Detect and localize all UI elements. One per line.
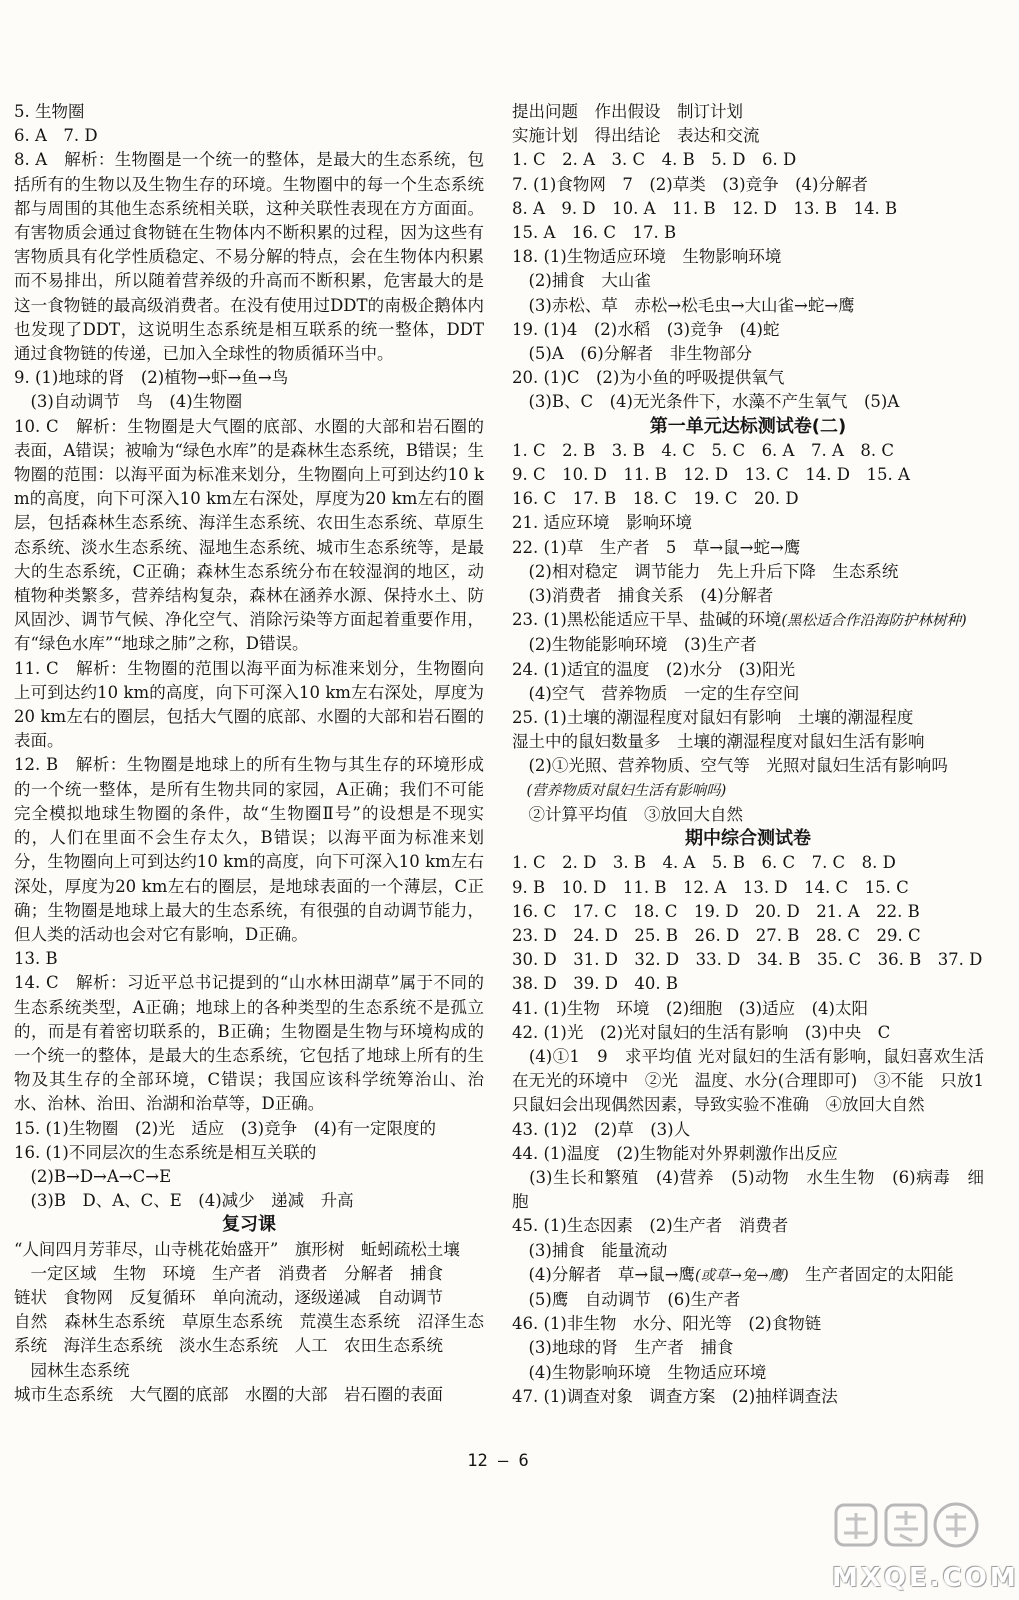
review-line: 链状 食物网 反复循环 单向流动，逐级递减 自动调节 xyxy=(14,1287,443,1307)
answer-line: (2)①光照、营养物质、空气等 光照对鼠妇生活有影响吗 xyxy=(512,756,948,776)
answer-line: 实施计划 得出结论 表达和交流 xyxy=(512,126,760,146)
section-heading-unit-test-2: 第一单元达标测试卷(二) xyxy=(649,415,847,437)
answer-line: 15. (1)生物圈 (2)光 适应 (3)竞争 (4)有一定限度的 xyxy=(14,1118,436,1138)
answer-text: (4)分解者 草→鼠→鹰 xyxy=(512,1264,696,1284)
review-line: 城市生态系统 大气圈的底部 水圈的大部 岩石圈的表面 xyxy=(14,1384,443,1404)
answer-line: (3)自动调节 鸟 (4)生物圈 xyxy=(14,392,243,412)
watermark-logo xyxy=(832,1497,1019,1593)
answer-line: 25. (1)土壤的潮湿程度对鼠妇有影响 土壤的潮湿程度 xyxy=(512,708,914,728)
answer-line: 20. (1)C (2)为小鱼的呼吸提供氧气 xyxy=(512,368,785,388)
answer-line: (2)B→D→A→C→E xyxy=(14,1166,172,1186)
answer-line: 8. A 9. D 10. A 11. B 12. D 13. B 14. B xyxy=(512,198,898,218)
answer-line: (4)空气 营养物质 一定的生存空间 xyxy=(512,683,800,703)
answer-line: (5)鹰 自动调节 (6)生产者 xyxy=(512,1289,741,1309)
answer-line: (3)B D、A、C、E (4)减少 递减 升高 xyxy=(14,1191,354,1211)
answer-line: 21. 适应环境 影响环境 xyxy=(512,513,692,533)
answer-line: 14. C 解析：习近平总书记提到的“山水林田湖草”属于不同的生态系统类型，A正确；地球上的各种类型的生态系统不是孤立的，而是有着密切联系的，B正确；生物圈是生物与环境构成的一个统一的整体，是最大的生态系统，它包括了地球上所有的生物及其生存的全部环境，C错误；我国应该科学统筹治山、治水、治林、治田、治湖和治草等，D正确。 xyxy=(14,973,484,1114)
answer-line: 43. (1)2 (2)草 (3)人 xyxy=(512,1119,691,1139)
answer-text: 生产者固定的太阳能 xyxy=(788,1264,954,1284)
answer-line: (3)赤松、草 赤松→松毛虫→大山雀→蛇→鹰 xyxy=(512,295,855,315)
watermark-text: MXQE.COM xyxy=(832,1563,1019,1593)
answer-line: 46. (1)非生物 水分、阳光等 (2)食物链 xyxy=(512,1314,822,1334)
answer-line: (3)生长和繁殖 (4)营养 (5)动物 水生生物 (6)病毒 细胞 xyxy=(512,1167,984,1212)
answer-line: 6. A 7. D xyxy=(14,126,98,146)
answer-line: 5. 生物圈 xyxy=(14,102,85,121)
left-column xyxy=(14,100,484,1407)
answer-line: 44. (1)温度 (2)生物能对外界刺激作出反应 xyxy=(512,1143,838,1163)
answer-line: (4)①1 9 求平均值 光对鼠妇的生活有影响，鼠妇喜欢生活在无光的环境中 ②光 温度、水分(合理即可) ③不能 只放1只鼠妇会出现偶然因素，导致实验不准确 ④放回大自然 xyxy=(512,1046,984,1115)
answer-line: 1. C 2. A 3. C 4. B 5. D 6. D xyxy=(512,150,797,170)
answer-line: 湿土中的鼠妇数量多 土壤的潮湿程度对鼠妇生活有影响 xyxy=(512,732,925,752)
answer-line: 12. B 解析：生物圈是地球上的所有生物与其生存的环境形成的一个统一整体，是所有生物共同的家园，A正确；我们不可能完全模拟地球生物圈的条件，故“生物圈Ⅱ号”的设想是不现实的，人们在里面不会生存太久，B错误；以海平面为标准来划分，生物圈向上可到达约10 km的高度，向下可深入10 km左右深处，厚度为20 km左右的圈层，是地球表面的一个薄层，C正确；生物圈是地球上最大的生态系统，有很强的自动调节能力，但人类的活动也会对它有影响，D正确。 xyxy=(14,755,484,944)
review-line: 自然 森林生态系统 草原生态系统 荒漠生态系统 沼泽生态系统 海洋生态系统 淡水生态系统 人工 农田生态系统 xyxy=(14,1312,484,1356)
answer-line: 16. C 17. B 18. C 19. C 20. D xyxy=(512,489,799,509)
answer-line xyxy=(512,1263,984,1288)
review-line: 一定区域 生物 环境 生产者 消费者 分解者 捕食 xyxy=(14,1263,443,1283)
answer-line: 42. (1)光 (2)光对鼠妇的生活有影响 (3)中央 C xyxy=(512,1022,891,1042)
answer-line: 18. (1)生物适应环境 生物影响环境 xyxy=(512,247,782,267)
answer-line: 45. (1)生态因素 (2)生产者 消费者 xyxy=(512,1216,789,1236)
answer-line: 15. A 16. C 17. B xyxy=(512,223,677,243)
answer-line: (4)生物影响环境 生物适应环境 xyxy=(512,1362,767,1382)
answer-line: (3)地球的肾 生产者 捕食 xyxy=(512,1338,734,1358)
answer-line: 16. (1)不同层次的生态系统是相互关联的 xyxy=(14,1142,317,1162)
section-heading-review: 复习课 xyxy=(222,1214,276,1236)
answer-text: 23. (1)黑松能适应干旱、盐碱的环境 xyxy=(512,610,782,630)
answer-line: 19. (1)4 (2)水稻 (3)竞争 (4)蛇 xyxy=(512,319,780,339)
answer-line: 10. C 解析：生物圈是大气圈的底部、水圈的大部和岩石圈的表面，A错误；被喻为“绿色水库”的是森林生态系统，B错误；生物圈的范围：以海平面为标准来划分，生物圈向上可到达约10 km的高度，向下可深入10 km左右深处，厚度为20 km左右的圈层，包括森林生态系统、海洋生态系统、农田生态系统、草原生态系统、淡水生态系统、湿地生态系统、城市生态系统等，是最大的生态系统，C正确；森林生态系统分布在较湿润的地区，动植物种类繁多，营养结构复杂，森林在涵养水源、保持水土、防风固沙、调节气候、净化空气、消除污染等方面起着重要作用，有“绿色水库”“地球之肺”之称，D错误。 xyxy=(14,416,484,654)
answer-line: (2)生物能影响环境 (3)生产者 xyxy=(512,635,757,655)
answer-line: 8. A 解析：生物圈是一个统一的整体，是最大的生态系统，包括所有的生物以及生物生存的环境。生物圈中的每一个生态系统都与周围的其他生态系统相关联，这种关联性表现在方方面面。有害物质会通过食物链在生物体内不断积累的过程，因为这些有害物质具有化学性质稳定、不易分解的特点，会在生物体内积累而不易排出，所以随着营养级的升高而不断积累，危害最大的是这一食物链的最高级消费者。在没有使用过DDT的南极企鹅体内也发现了DDT，这说明生态系统是相互联系的统一整体，DDT通过食物链的传递，已加入全球性的物质循环当中。 xyxy=(14,150,484,364)
answer-line: 提出问题 作出假设 制订计划 xyxy=(512,102,743,121)
answer-line: 47. (1)调查对象 调查方案 (2)抽样调查法 xyxy=(512,1386,838,1406)
answer-line: 11. C 解析：生物圈的范围以海平面为标准来划分，生物圈向上可到达约10 km的高度，向下可深入10 km左右深处，厚度为20 km左右的圈层，包括大气圈的底部、水圈的大部和岩石圈的表面。 xyxy=(14,658,484,751)
page-number: 12 — 6 xyxy=(467,1451,529,1471)
watermark-seal-icon xyxy=(832,1497,982,1567)
answer-line: 22. (1)草 生产者 5 草→鼠→蛇→鹰 xyxy=(512,537,801,557)
handwritten-note: (或草→兔→鹰) xyxy=(695,1267,789,1284)
answer-line: 38. D 39. D 40. B xyxy=(512,974,679,994)
handwritten-note: (黑松适合作沿海防护林树种) xyxy=(781,613,967,630)
answer-line: 16. C 17. C 18. C 19. D 20. D 21. A 22. B xyxy=(512,901,920,921)
review-line: “人间四月芳菲尽，山寺桃花始盛开” 旗形树 蚯蚓疏松土壤 xyxy=(14,1239,460,1259)
answer-line: (5)A (6)分解者 非生物部分 xyxy=(512,344,753,364)
answer-line: 9. (1)地球的肾 (2)植物→虾→鱼→鸟 xyxy=(14,368,289,388)
right-column xyxy=(512,100,984,1409)
answer-line: (3)B、C (4)无光条件下，水藻不产生氧气 (5)A xyxy=(512,392,900,412)
answer-line: 13. B xyxy=(14,949,58,969)
answer-line: (3)消费者 捕食关系 (4)分解者 xyxy=(512,586,774,606)
review-line: 园林生态系统 xyxy=(14,1360,130,1380)
answer-line: 9. C 10. D 11. B 12. D 13. C 14. D 15. A xyxy=(512,465,910,485)
section-heading-midterm: 期中综合测试卷 xyxy=(685,828,811,850)
handwritten-note: (营养物质对鼠妇生活有影响吗) xyxy=(512,782,727,799)
answer-line: 9. B 10. D 11. B 12. A 13. D 14. C 15. C xyxy=(512,877,909,897)
answer-line: ②计算平均值 ③放回大自然 xyxy=(512,804,743,824)
answer-line: 1. C 2. D 3. B 4. A 5. B 6. C 7. C 8. D xyxy=(512,853,896,873)
answer-line xyxy=(512,608,984,633)
answer-line: 1. C 2. B 3. B 4. C 5. C 6. A 7. A 8. C xyxy=(512,440,894,460)
answer-line: (3)捕食 能量流动 xyxy=(512,1240,668,1260)
answer-line: 24. (1)适宜的温度 (2)水分 (3)阳光 xyxy=(512,659,796,679)
answer-line: 7. (1)食物网 7 (2)草类 (3)竞争 (4)分解者 xyxy=(512,174,868,194)
answer-line: (2)捕食 大山雀 xyxy=(512,271,651,291)
answer-line: 23. D 24. D 25. B 26. D 27. B 28. C 29. C xyxy=(512,925,921,945)
answer-line: (2)相对稳定 调节能力 先上升后下降 生态系统 xyxy=(512,561,899,581)
answer-line: 41. (1)生物 环境 (2)细胞 (3)适应 (4)太阳 xyxy=(512,998,868,1018)
answer-line: 30. D 31. D 32. D 33. D 34. B 35. C 36. B 37. D xyxy=(512,950,983,970)
